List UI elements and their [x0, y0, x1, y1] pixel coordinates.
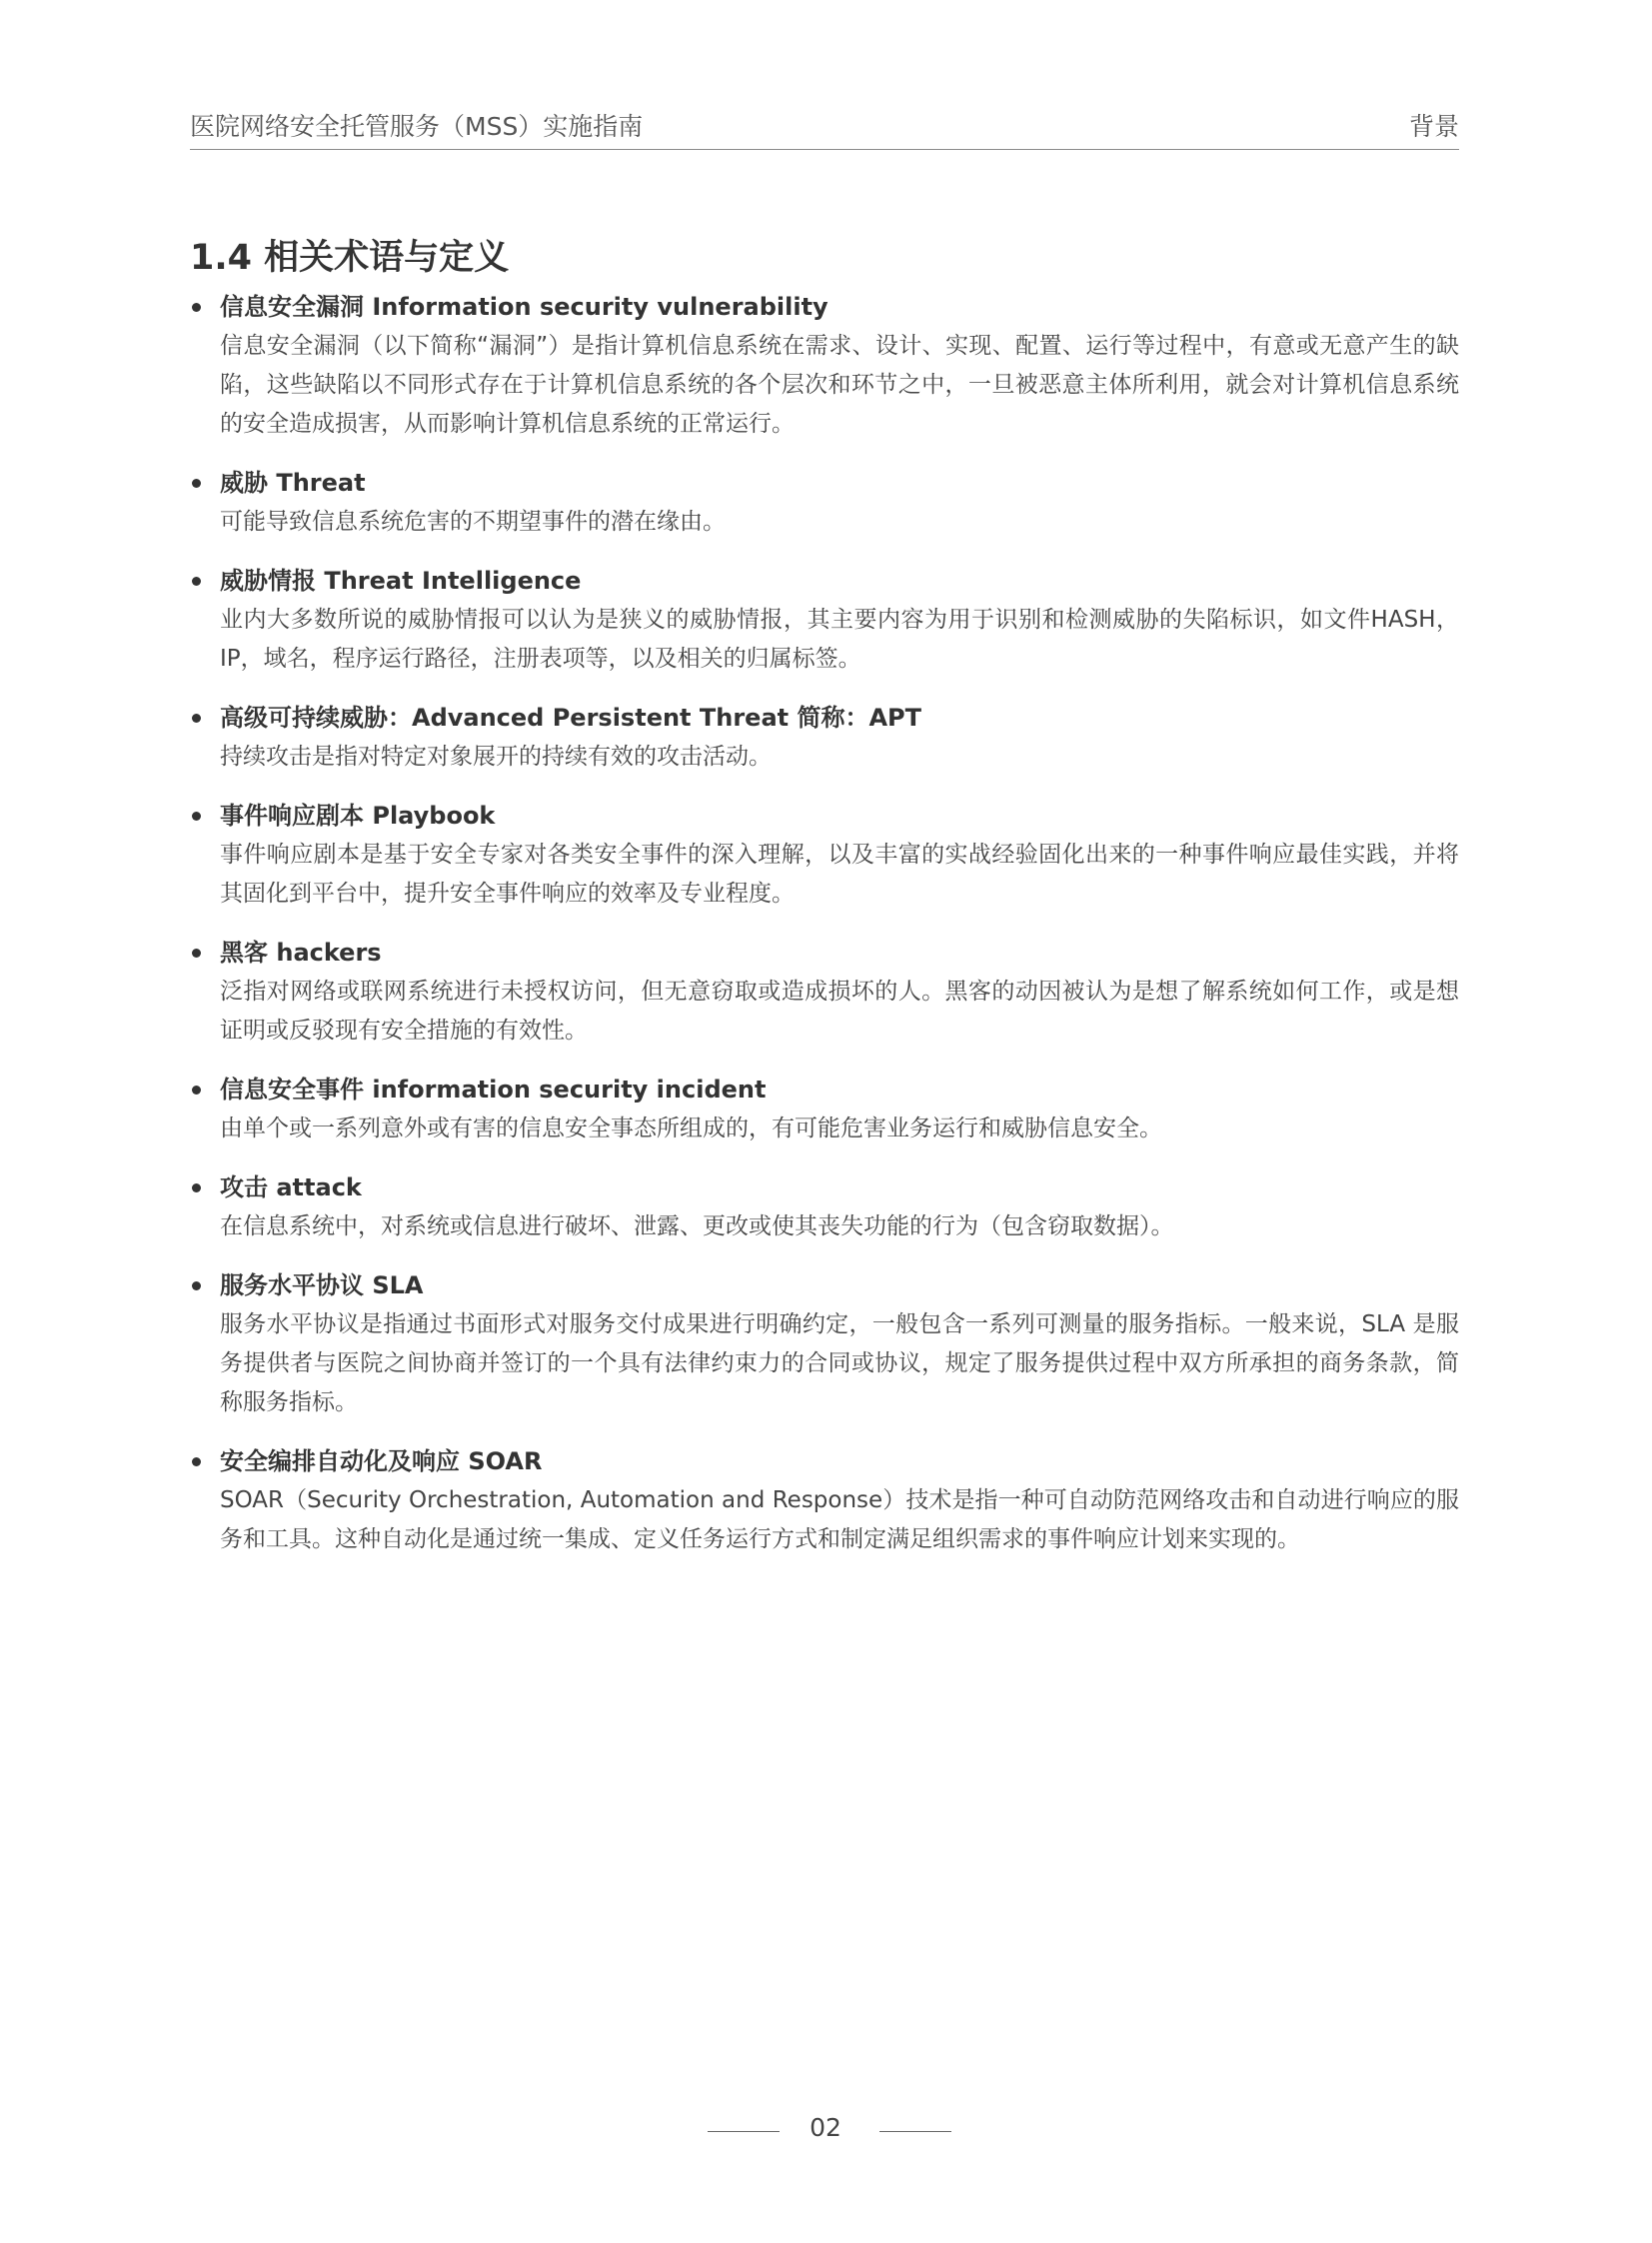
bullet-icon [192, 812, 201, 821]
document-title: 医院网络安全托管服务（MSS）实施指南 [190, 112, 644, 141]
term-item [190, 463, 1459, 542]
term-item [190, 1265, 1459, 1422]
term-title: 信息安全漏洞 Information security vulnerability [220, 293, 828, 321]
term-title: 威胁情报 Threat Intelligence [220, 567, 582, 595]
section-name: 背景 [1408, 112, 1459, 141]
footer-divider-right [879, 2131, 951, 2132]
bullet-icon [192, 479, 201, 488]
term-description: 由单个或一系列意外或有害的信息安全事态所组成的，有可能危害业务运行和威胁信息安全。 [220, 1116, 1162, 1141]
term-description: 业内大多数所说的威胁情报可以认为是狭义的威胁情报，其主要内容为用于识别和检测威胁的失陷标识，如文件HASH，IP，域名，程序运行路径，注册表项等，以及相关的归属标签。 [220, 607, 1459, 672]
term-item [190, 561, 1459, 679]
term-title: 信息安全事件 information security incident [220, 1076, 767, 1104]
footer-divider-left [708, 2131, 780, 2132]
term-description: 持续攻击是指对特定对象展开的持续有效的攻击活动。 [220, 744, 772, 770]
bullet-icon [192, 1457, 201, 1466]
term-description: 泛指对网络或联网系统进行未授权访问，但无意窃取或造成损坏的人。黑客的动因被认为是想了解系统如何工作，或是想证明或反驳现有安全措施的有效性。 [220, 979, 1459, 1044]
terms-list [190, 287, 1459, 1578]
bullet-icon [192, 949, 201, 958]
bullet-icon [192, 714, 201, 723]
page-footer [0, 2111, 1652, 2151]
bullet-icon [192, 303, 201, 312]
term-item [190, 287, 1459, 444]
term-description: 信息安全漏洞（以下简称“漏洞”）是指计算机信息系统在需求、设计、实现、配置、运行等过程中，有意或无意产生的缺陷，这些缺陷以不同形式存在于计算机信息系统的各个层次和环节之中，一旦被恶意主体所利用，就会对计算机信息系统的安全造成损害，从而影响计算机信息系统的正常运行。 [220, 333, 1459, 437]
bullet-icon [192, 1183, 201, 1192]
term-title: 事件响应剧本 Playbook [220, 802, 496, 830]
term-title: 安全编排自动化及响应 SOAR [220, 1447, 543, 1475]
term-item [190, 1070, 1459, 1148]
term-description: SOAR（Security Orchestration, Automation and Response）技术是指一种可自动防范网络攻击和自动进行响应的服务和工具。这种自动化是通过统一集成、定义任务运行方式和制定满足组织需求的事件响应计划来实现的。 [220, 1487, 1459, 1552]
term-title: 黑客 hackers [220, 939, 382, 967]
bullet-icon [192, 1086, 201, 1095]
term-title: 高级可持续威胁：Advanced Persistent Threat 简称：APT [220, 704, 922, 732]
term-description: 在信息系统中，对系统或信息进行破坏、泄露、更改或使其丧失功能的行为（包含窃取数据）。 [220, 1213, 1174, 1239]
bullet-icon [192, 577, 201, 586]
term-item [190, 698, 1459, 777]
term-item [190, 1167, 1459, 1246]
term-description: 服务水平协议是指通过书面形式对服务交付成果进行明确约定，一般包含一系列可测量的服务指标。一般来说，SLA 是服务提供者与医院之间协商并签订的一个具有法律约束力的合同或协议，规定了服务提供过程中双方所承担的商务条款，简称服务指标。 [220, 1311, 1459, 1415]
term-description: 事件响应剧本是基于安全专家对各类安全事件的深入理解，以及丰富的实战经验固化出来的一种事件响应最佳实践，并将其固化到平台中，提升安全事件响应的效率及专业程度。 [220, 842, 1459, 907]
term-title: 攻击 attack [220, 1173, 362, 1201]
term-description: 可能导致信息系统危害的不期望事件的潜在缘由。 [220, 509, 726, 535]
term-title: 威胁 Threat [220, 469, 366, 497]
section-title: 1.4 相关术语与定义 [190, 238, 510, 278]
bullet-icon [192, 1281, 201, 1290]
page-header [190, 105, 1459, 150]
term-item [190, 1441, 1459, 1559]
term-title: 服务水平协议 SLA [220, 1271, 424, 1299]
page-number: 02 [810, 2113, 841, 2142]
term-item [190, 933, 1459, 1051]
term-item [190, 796, 1459, 914]
